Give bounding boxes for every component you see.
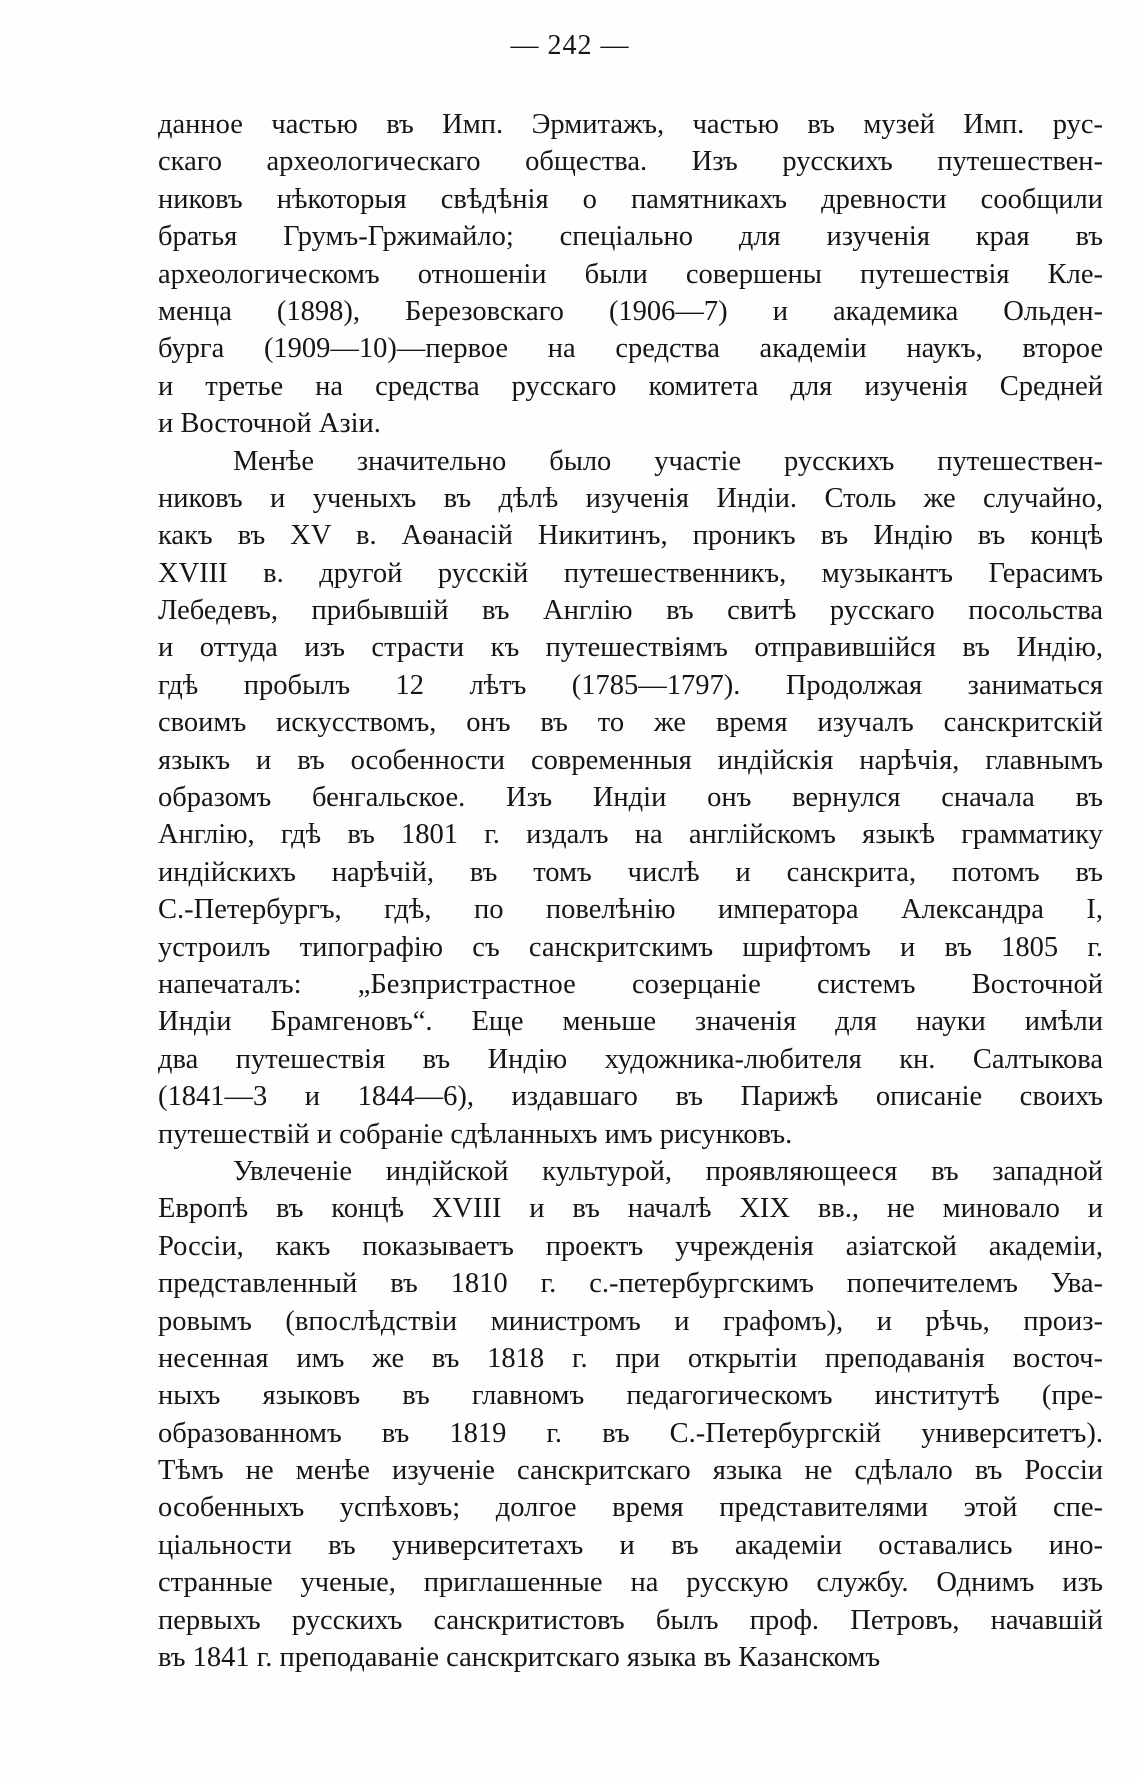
text-line: особенныхъ успѣховъ; долгое время представителями этой спе- — [158, 1492, 1103, 1524]
text-line: представленный въ 1810 г. с.-петербургскимъ попечителемъ Ува- — [158, 1268, 1103, 1300]
text-line: образомъ бенгальское. Изъ Индіи онъ вернулся сначала въ — [158, 782, 1103, 814]
text-line: странные ученые, приглашенные на русскую службу. Однимъ изъ — [158, 1567, 1103, 1599]
text-line: Англію, гдѣ въ 1801 г. издалъ на англійскомъ языкѣ грамматику — [158, 819, 1103, 851]
text-line: ціальности въ университетахъ и въ академіи оставались ино- — [158, 1529, 1103, 1561]
text-line: образованномъ въ 1819 г. въ С.-Петербургскій университетъ). — [158, 1417, 1103, 1449]
text-line: братья Грумъ-Гржимайло; спеціально для изученія края въ — [158, 221, 1103, 253]
paragraph — [158, 106, 1103, 443]
text-line: индійскихъ нарѣчій, въ томъ числѣ и санскрита, потомъ въ — [158, 856, 1103, 888]
text-line: какъ въ XV в. Аѳанасій Никитинъ, проникъ въ Индію въ концѣ — [158, 520, 1103, 552]
text-line: Индіи Брамгеновъ“. Еще меньше значенія для науки имѣли — [158, 1006, 1103, 1038]
text-line: Менѣе значительно было участіе русскихъ путешествен- — [233, 445, 1103, 477]
text-line: Европѣ въ концѣ XVIII и въ началѣ XIX вв., не миновало и — [158, 1193, 1103, 1225]
text-line: Тѣмъ не менѣе изученіе санскритскаго языка не сдѣлало въ Россіи — [158, 1455, 1103, 1487]
body-text — [158, 106, 1103, 1676]
text-line: своимъ искусствомъ, онъ въ то же время изучалъ санскритскій — [158, 707, 1103, 739]
text-line: и третье на средства русскаго комитета для изученія Средней — [158, 370, 1103, 402]
text-line: никовъ нѣкоторыя свѣдѣнія о памятникахъ древности сообщили — [158, 183, 1103, 215]
paragraph — [158, 443, 1103, 1153]
text-line: никовъ и ученыхъ въ дѣлѣ изученія Индіи. Столь же случайно, — [158, 482, 1103, 514]
text-line: ровымъ (впослѣдствіи министромъ и графомъ), и рѣчь, произ- — [158, 1305, 1103, 1337]
text-line: Россіи, какъ показываетъ проектъ учрежденія азіатской академіи, — [158, 1230, 1103, 1262]
text-line: С.-Петербургъ, гдѣ, по повелѣнію императора Александра I, — [158, 894, 1103, 926]
text-line: путешествій и собраніе сдѣланныхъ имъ рисунковъ. — [158, 1118, 793, 1150]
text-line: и оттуда изъ страсти къ путешествіямъ отправившійся въ Индію, — [158, 632, 1103, 664]
text-line: бурга (1909—10)—первое на средства академіи наукъ, второе — [158, 333, 1103, 365]
text-line: данное частью въ Имп. Эрмитажъ, частью въ музей Имп. рус- — [158, 109, 1103, 140]
text-line: напечаталъ: „Безпристрастное созерцаніе системъ Восточной — [158, 968, 1103, 1000]
text-line: первыхъ русскихъ санскритистовъ былъ проф. Петровъ, начавшій — [158, 1604, 1103, 1636]
text-line: Лебедевъ, прибывшій въ Англію въ свитѣ русскаго посольства — [158, 595, 1103, 627]
text-line: Увлеченіе индійской культурой, проявляющееся въ западной — [233, 1155, 1103, 1187]
text-line: менца (1898), Березовскаго (1906—7) и академика Ольден- — [158, 295, 1103, 327]
text-line: и Восточной Азіи. — [158, 408, 381, 440]
paragraph — [158, 1153, 1103, 1676]
text-line: два путешествія въ Индію художника-любителя кн. Салтыкова — [158, 1043, 1103, 1075]
text-line: ныхъ языковъ въ главномъ педагогическомъ институтѣ (пре- — [158, 1380, 1103, 1412]
text-line: XVIII в. другой русскій путешественникъ, музыкантъ Герасимъ — [158, 557, 1103, 589]
text-line: гдѣ пробылъ 12 лѣтъ (1785—1797). Продолжая заниматься — [158, 669, 1103, 701]
text-line: языкъ и въ особенности современныя индійскія нарѣчія, главнымъ — [158, 744, 1103, 776]
text-line: въ 1841 г. преподаваніе санскритскаго языка въ Казанскомъ — [158, 1642, 881, 1674]
text-line: скаго археологическаго общества. Изъ русскихъ путешествен- — [158, 146, 1103, 178]
text-line: несенная имъ же въ 1818 г. при открытіи преподаванія восточ- — [158, 1342, 1103, 1374]
page-number: — 242 — — [510, 30, 630, 61]
text-line: устроилъ типографію съ санскритскимъ шрифтомъ и въ 1805 г. — [158, 931, 1103, 963]
text-line: археологическомъ отношеніи были совершены путешествія Кле- — [158, 258, 1103, 290]
text-line: (1841—3 и 1844—6), издавшаго въ Парижѣ описаніе своихъ — [158, 1081, 1103, 1113]
